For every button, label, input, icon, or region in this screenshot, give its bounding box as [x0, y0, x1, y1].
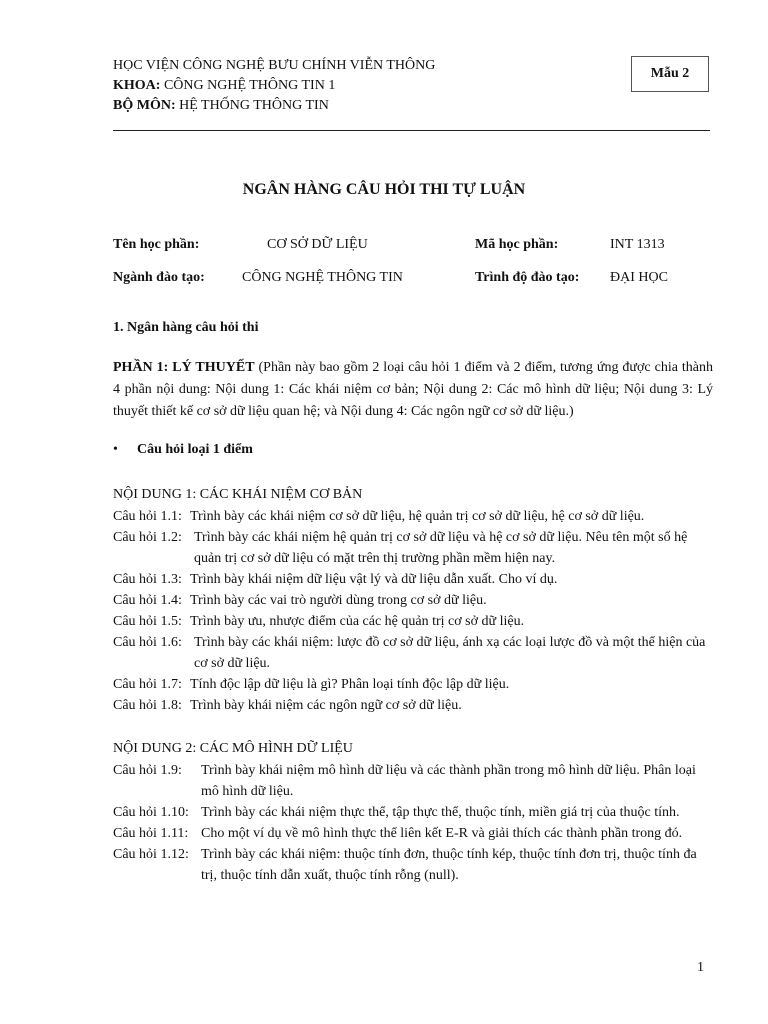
question-label: Câu hỏi 1.5:: [113, 614, 182, 629]
course-code-label: Mã học phần:: [475, 237, 559, 252]
question-text: Trình bày các khái niệm cơ sở dữ liệu, hệ quản trị cơ sở dữ liệu, hệ cơ sở dữ liệu.: [190, 509, 645, 524]
question-text: Trình bày các khái niệm hệ quản trị cơ sở dữ liệu và hệ cơ sở dữ liệu. Nêu tên một số hệ quản trị cơ sở dữ liệu có mặt trên thị trường phần mềm hiện nay.: [194, 530, 688, 566]
question-text: Tính độc lập dữ liệu là gì? Phân loại tính độc lập dữ liệu.: [190, 677, 510, 692]
question-label: Câu hỏi 1.6:: [113, 635, 182, 650]
major-label: Ngành đào tạo:: [113, 270, 205, 285]
major-value: CÔNG NGHỆ THÔNG TIN: [242, 270, 403, 285]
course-name-value: CƠ SỞ DỮ LIỆU: [267, 237, 368, 252]
question-text: Trình bày khái niệm mô hình dữ liệu và các thành phần trong mô hình dữ liệu. Phân loại mô hình dữ liệu.: [201, 763, 696, 799]
question-label: Câu hỏi 1.3:: [113, 572, 182, 587]
faculty-label: KHOA:: [113, 78, 161, 93]
question-item: [113, 844, 713, 886]
level-label: Trình độ đào tạo:: [475, 270, 580, 285]
department-label: BỘ MÔN:: [113, 98, 176, 113]
question-item: [113, 802, 713, 823]
question-item: [113, 527, 713, 569]
content-heading: NỘI DUNG 1: CÁC KHÁI NIỆM CƠ BẢN: [113, 487, 363, 502]
question-label: Câu hỏi 1.10:: [113, 805, 189, 820]
page-number: 1: [697, 960, 704, 975]
part-lead: PHẦN 1: LÝ THUYẾT: [113, 360, 255, 375]
part-text: (Phần này bao gồm 2 loại câu hỏi 1 điểm và 2 điểm, tương ứng được chia thành 4 phần nội dung: Nội dung 1: Các khái niệm cơ bản; Nội dung 2: Các mô hình dữ liệu; Nội dung 3: Lý thuyết thiết kế cơ sở dữ liệu quan hệ; và Nội dung 4: Các ngôn ngữ cơ sở dữ liệu.): [113, 360, 713, 419]
question-label: Câu hỏi 1.8:: [113, 698, 182, 713]
content-block-2: [113, 738, 713, 886]
question-item: [113, 823, 713, 844]
question-label: Câu hỏi 1.7:: [113, 677, 182, 692]
document-title: NGÂN HÀNG CÂU HỎI THI TỰ LUẬN: [242, 181, 526, 198]
question-item: [113, 674, 713, 695]
department-line: [113, 96, 435, 116]
question-text: Trình bày các khái niệm: thuộc tính đơn, thuộc tính kép, thuộc tính đơn trị, thuộc tính đa trị, thuộc tính dẫn xuất, thuộc tính rỗng (null).: [201, 847, 697, 883]
faculty-value: CÔNG NGHỆ THÔNG TIN 1: [160, 78, 336, 93]
department-value: HỆ THỐNG THÔNG TIN: [175, 98, 329, 113]
question-text: Trình bày các khái niệm thực thể, tập thực thể, thuộc tính, miền giá trị của thuộc tính.: [201, 805, 680, 820]
question-item: [113, 590, 713, 611]
content-heading: NỘI DUNG 2: CÁC MÔ HÌNH DỮ LIỆU: [113, 741, 353, 756]
question-text: Cho một ví dụ về mô hình thực thể liên kết E-R và giải thích các thành phần trong đó.: [201, 826, 683, 841]
document-header: [113, 56, 435, 116]
part-intro-paragraph: [113, 357, 713, 423]
institution-name: HỌC VIỆN CÔNG NGHỆ BƯU CHÍNH VIỄN THÔNG: [113, 58, 436, 73]
question-item: [113, 695, 713, 716]
question-text: Trình bày các khái niệm: lược đồ cơ sở dữ liệu, ánh xạ các loại lược đồ và một thể hiện của cơ sở dữ liệu.: [194, 635, 706, 671]
question-item: [113, 506, 713, 527]
question-item: [113, 760, 713, 802]
question-text: Trình bày khái niệm các ngôn ngữ cơ sở dữ liệu.: [190, 698, 462, 713]
question-text: Trình bày ưu, nhược điểm của các hệ quản trị cơ sở dữ liệu.: [190, 614, 525, 629]
level-value: ĐẠI HỌC: [610, 270, 668, 285]
question-label: Câu hỏi 1.12:: [113, 847, 189, 862]
course-name-label: Tên học phần:: [113, 237, 200, 252]
question-label: Câu hỏi 1.1:: [113, 509, 182, 524]
question-text: Trình bày các vai trò người dùng trong cơ sở dữ liệu.: [190, 593, 487, 608]
course-code-value: INT 1313: [610, 237, 665, 252]
question-type-label: Câu hỏi loại 1 điểm: [137, 442, 253, 457]
content-block-1: [113, 484, 713, 716]
question-label: Câu hỏi 1.11:: [113, 826, 189, 841]
question-label: Câu hỏi 1.9:: [113, 763, 182, 778]
question-item: [113, 611, 713, 632]
header-divider: [113, 130, 710, 131]
form-number-box: Mẫu 2: [631, 56, 709, 92]
question-item: [113, 632, 713, 674]
bullet-icon: •: [113, 442, 118, 457]
faculty-line: [113, 76, 435, 96]
question-text: Trình bày khái niệm dữ liệu vật lý và dữ liệu dẫn xuất. Cho ví dụ.: [190, 572, 558, 587]
question-label: Câu hỏi 1.2:: [113, 530, 182, 545]
question-label: Câu hỏi 1.4:: [113, 593, 182, 608]
section-title: 1. Ngân hàng câu hỏi thi: [113, 320, 259, 335]
question-item: [113, 569, 713, 590]
question-type-bullet: [113, 442, 253, 458]
